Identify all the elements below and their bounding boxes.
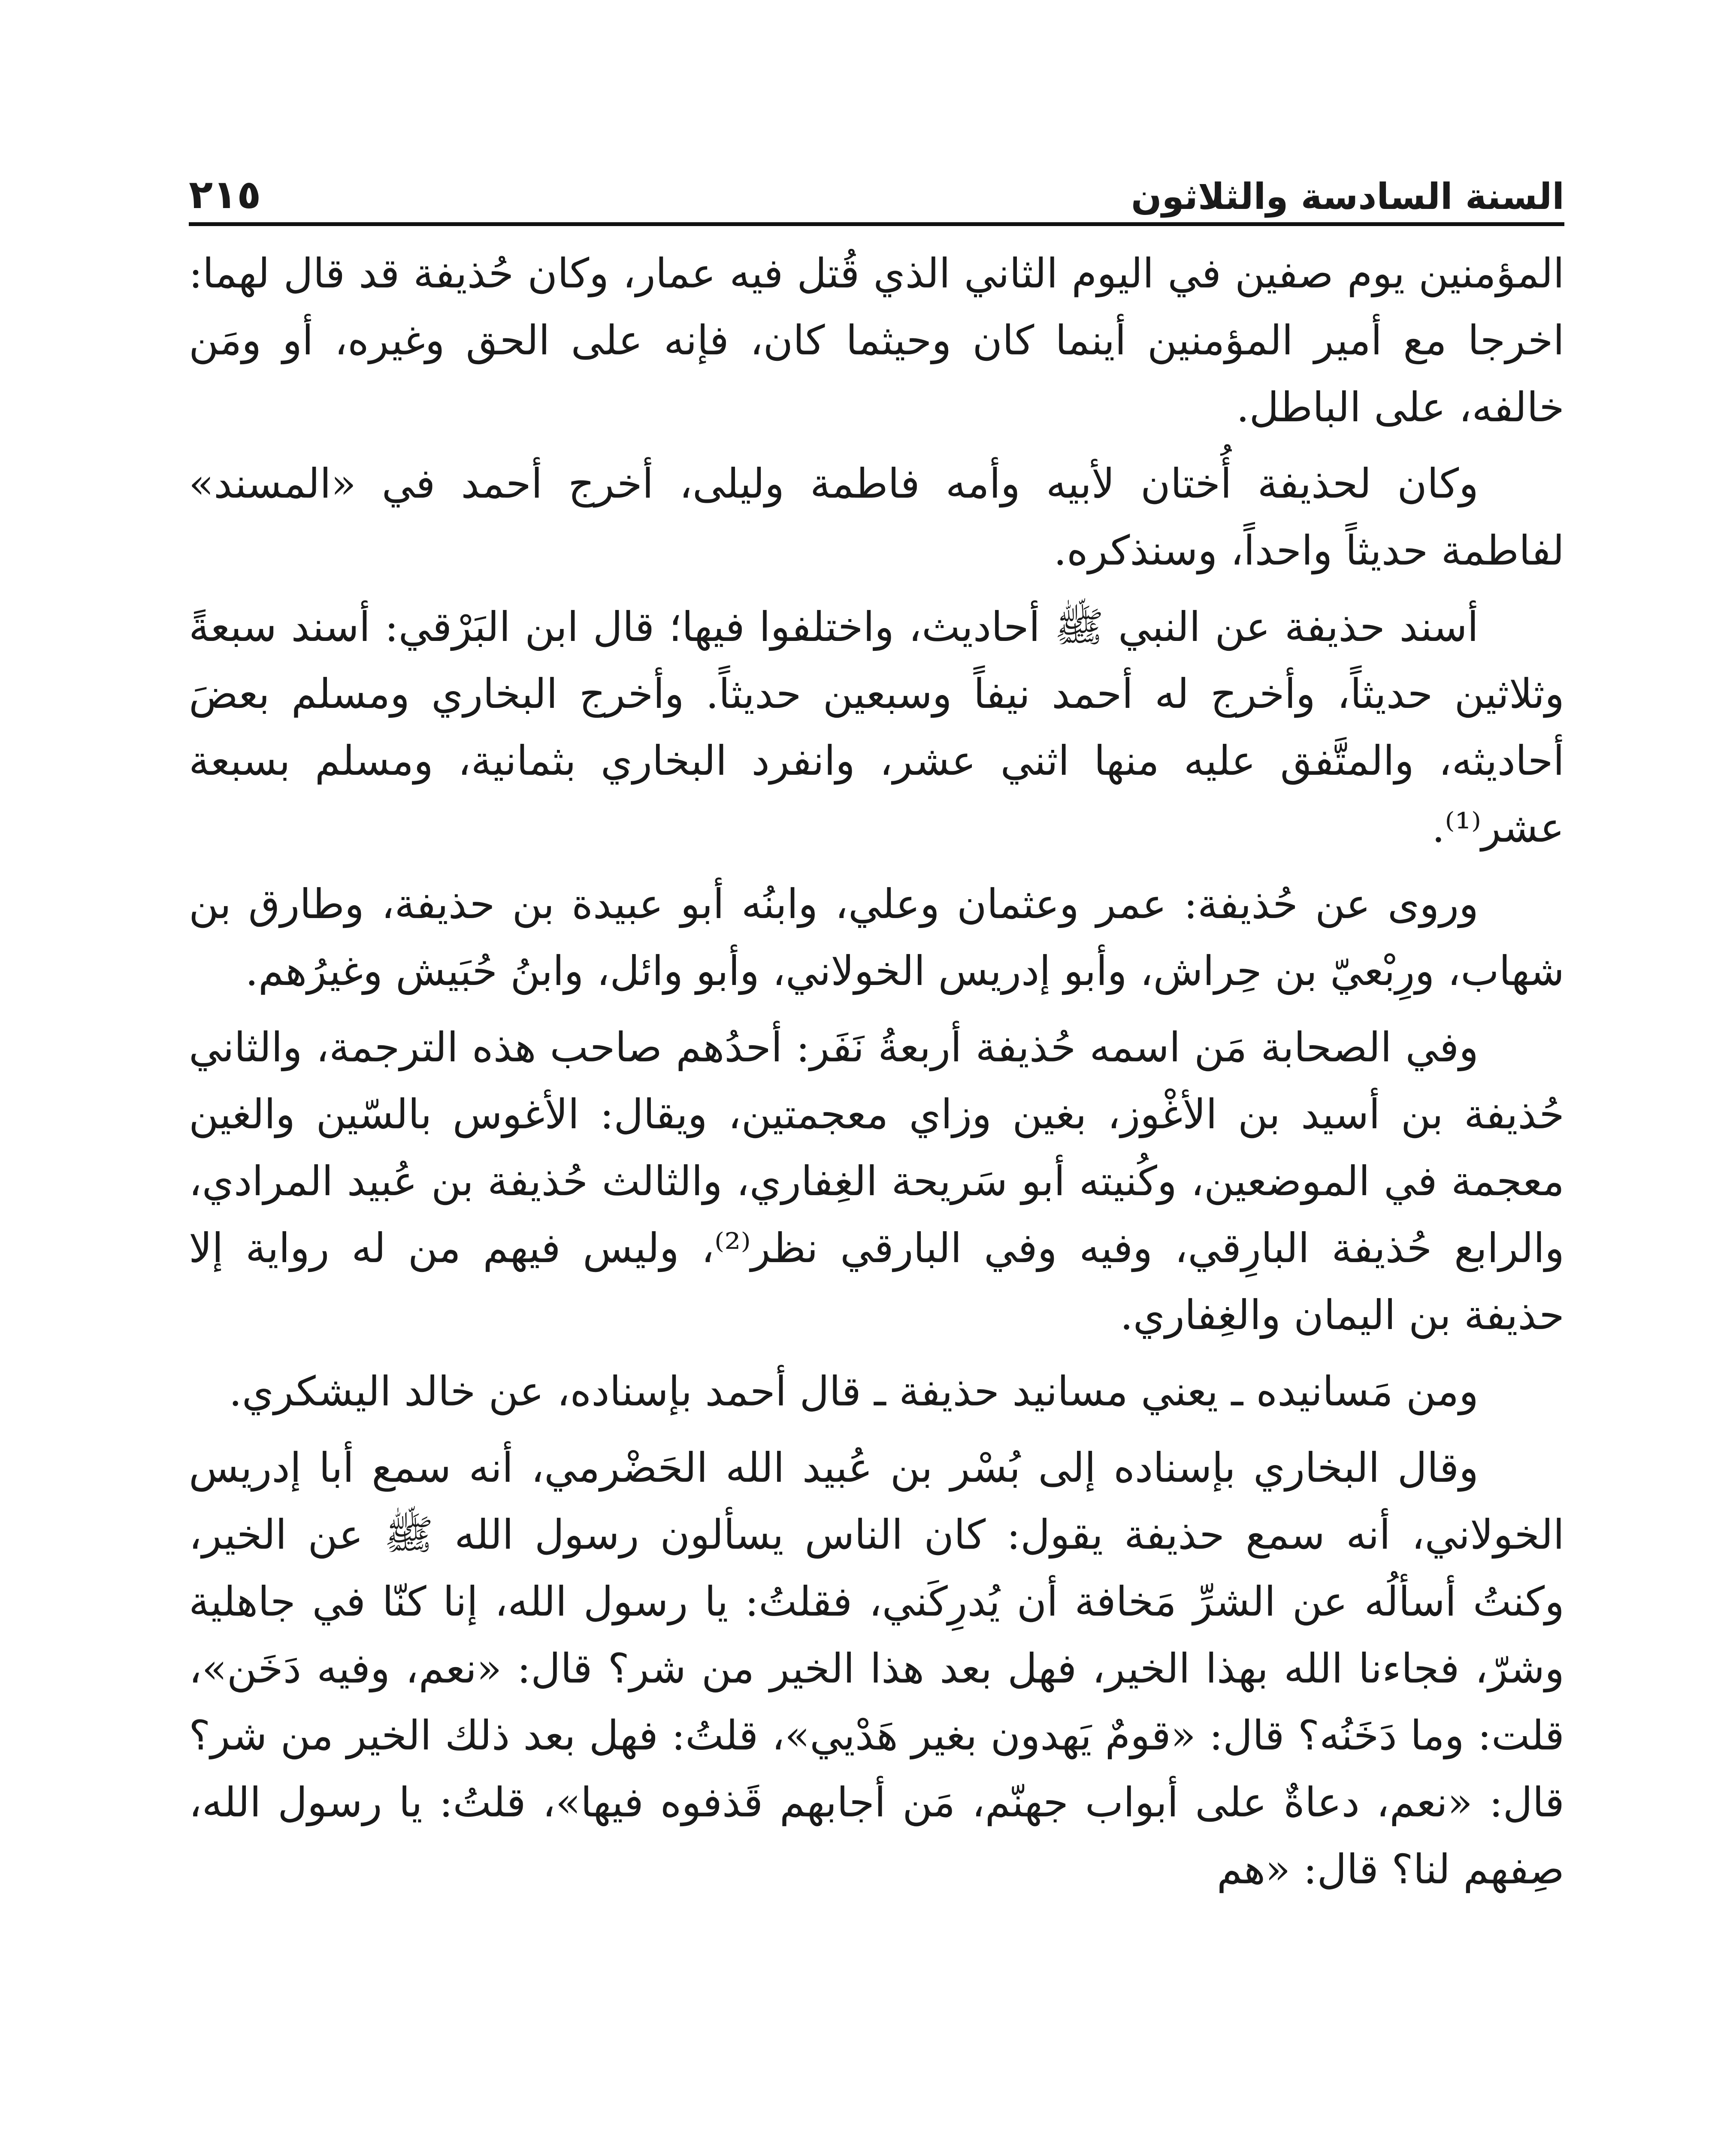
paragraph-7: وقال البخاري بإسناده إلى بُسْر بن عُبيد الله الحَضْرمي، أنه سمع أبا إدريس الخولاني، أنه سمع حذيفة يقول: كان الناس يسألون رسول الله ﷺ عن الخير، وكنتُ أسألُه عن الشرِّ مَخافة أن يُدرِكَني، فقلتُ: يا رسول الله، إنا كنّا في جاهلية وشرّ، فجاءنا الله بهذا الخير، فهل بعد هذا الخير من شر؟ قال: «نعم، وفيه دَخَن»، قلت: وما دَخَنُه؟ قال: «قومٌ يَهدون بغير هَدْيي»، قلتُ: فهل بعد ذلك الخير من شر؟ قال: «نعم، دعاةٌ على أبواب جهنّم، مَن أجابهم قَذفوه فيها»، قلتُ: يا رسول الله، صِفهم لنا؟ قال: «هم (189, 1444, 1564, 1893)
paragraph-6: ومن مَسانيده ـ يعني مسانيد حذيفة ـ قال أحمد بإسناده، عن خالد اليشكري. (229, 1368, 1479, 1415)
paragraph-4: وروى عن حُذيفة: عمر وعثمان وعلي، وابنُه أبو عبيدة بن حذيفة، وطارق بن شهاب، ورِبْعيّ بن حِراش، وأبو إدريس الخولاني، وأبو وائل، وابنُ حُبَيش وغيرُهم. (189, 881, 1564, 995)
page-number: ٢١٥ (189, 172, 261, 218)
page-header (189, 142, 1564, 226)
paragraph-5: وفي الصحابة مَن اسمه حُذيفة أربعةُ نَفَر: أحدُهم صاحب هذه الترجمة، والثاني حُذيفة بن أسيد بن الأغْوز، بغين وزاي معجمتين، ويقال: الأغوس بالسّين والغين معجمة في الموضعين، وكُنيته أبو سَريحة الغِفاري، والثالث حُذيفة بن عُبيد المرادي، والرابع حُذيفة البارِقي، وفيه وفي البارقي نظر⁽²⁾، وليس فيهم من له رواية إلا حذيفة بن اليمان والغِفاري. (189, 1024, 1564, 1339)
paragraph-1: المؤمنين يوم صفين في اليوم الثاني الذي قُتل فيه عمار، وكان حُذيفة قد قال لهما: اخرجا مع أمير المؤمنين أينما كان وحيثما كان، فإنه على الحق وغيره، أو ومَن خالفه، على الباطل. (189, 250, 1564, 431)
running-title: السنة السادسة والثلاثون (1131, 175, 1564, 218)
body-text (189, 240, 1564, 1912)
paragraph-3: أسند حذيفة عن النبي ﷺ أحاديث، واختلفوا فيها؛ قال ابن البَرْقي: أسند سبعةً وثلاثين حديثاً، وأخرج له أحمد نيفاً وسبعين حديثاً. وأخرج البخاري ومسلم بعضَ أحاديثه، والمتَّفق عليه منها اثني عشر، وانفرد البخاري بثمانية، ومسلم بسبعة عشر⁽¹⁾. (189, 604, 1564, 852)
paragraph-2: وكان لحذيفة أُختان لأبيه وأمه فاطمة وليلى، أخرج أحمد في «المسند» لفاطمة حديثاً واحداً، وسنذكره. (189, 460, 1564, 574)
